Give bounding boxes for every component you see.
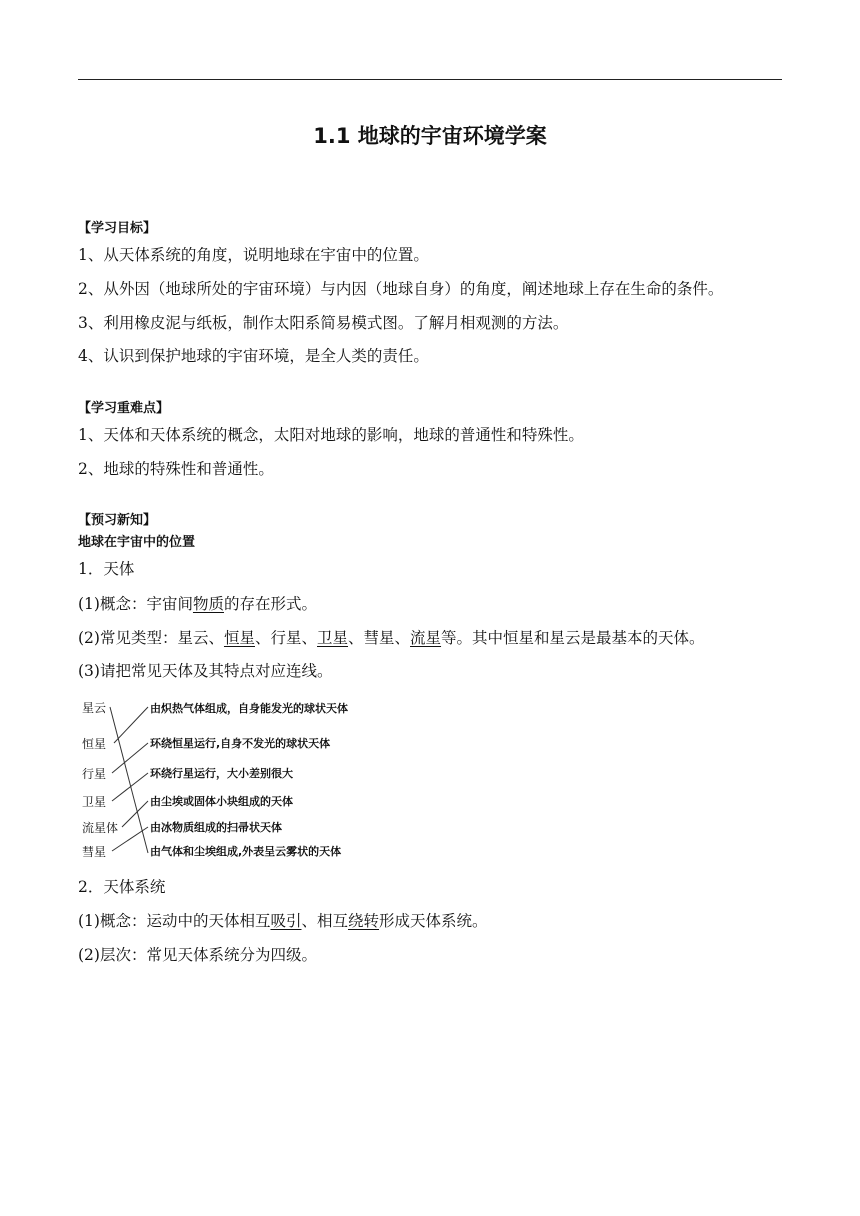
feature-label: 由尘埃或固体小块组成的天体: [150, 795, 293, 808]
body-label: 流星体: [82, 821, 119, 835]
keypoints-heading: 【学习重难点】: [78, 401, 170, 416]
feature-label: 由炽热气体组成，自身能发光的球状天体: [150, 702, 348, 715]
objective-item: 2、从外因（地球所处的宇宙环境）与内因（地球自身）的角度，阐述地球上存在生命的条件。: [78, 280, 724, 298]
feature-label: 环绕行星运行，大小差别很大: [150, 767, 293, 780]
matching-instruction: (3)请把常见天体及其特点对应连线。: [78, 662, 333, 680]
keypoint-item: 1、天体和天体系统的概念，太阳对地球的影响，地球的普通性和特殊性。: [78, 426, 584, 444]
answer-blank: 卫星: [317, 629, 349, 647]
objective-item: 3、利用橡皮泥与纸板，制作太阳系简易模式图。了解月相观测的方法。: [78, 314, 569, 332]
answer-blank: 物质: [192, 595, 224, 613]
feature-label: 由冰物质组成的扫帚状天体: [150, 821, 282, 834]
preview-heading: 【预习新知】: [78, 513, 157, 528]
answer-blank: 流星: [410, 629, 442, 647]
header-rule: [78, 79, 782, 80]
objectives-heading: 【学习目标】: [78, 221, 157, 236]
preview-subheading: 地球在宇宙中的位置: [78, 535, 196, 550]
system-levels-line: (2)层次：常见天体系统分为四级。: [78, 946, 317, 964]
body-label: 行星: [82, 767, 107, 781]
body-label: 恒星: [82, 737, 107, 751]
section-celestial-body: 1．天体: [78, 560, 135, 578]
page-title: 1.1 地球的宇宙环境学案: [313, 124, 547, 148]
objective-item: 4、认识到保护地球的宇宙环境，是全人类的责任。: [78, 347, 429, 365]
section-celestial-system: 2．天体系统: [78, 878, 166, 896]
body-label: 卫星: [82, 795, 107, 809]
feature-label: 环绕恒星运行,自身不发光的球状天体: [150, 737, 331, 750]
system-concept-line: (1)概念：运动中的天体相互吸引、相互绕转形成天体系统。: [78, 912, 488, 930]
body-label: 彗星: [82, 845, 107, 859]
answer-blank: 绕转: [348, 912, 380, 930]
types-line: (2)常见类型：星云、恒星、行星、卫星、彗星、流星等。其中恒星和星云是最基本的天体。: [78, 629, 705, 647]
keypoint-item: 2、地球的特殊性和普通性。: [78, 460, 274, 478]
objective-item: 1、从天体系统的角度，说明地球在宇宙中的位置。: [78, 246, 429, 264]
answer-blank: 吸引: [270, 912, 302, 930]
feature-label: 由气体和尘埃组成,外表呈云雾状的天体: [150, 845, 342, 858]
concept-line: (1)概念：宇宙间物质的存在形式。: [78, 595, 317, 613]
body-label: 星云: [82, 701, 107, 715]
matching-diagram: [78, 693, 378, 863]
answer-blank: 恒星: [223, 629, 255, 647]
